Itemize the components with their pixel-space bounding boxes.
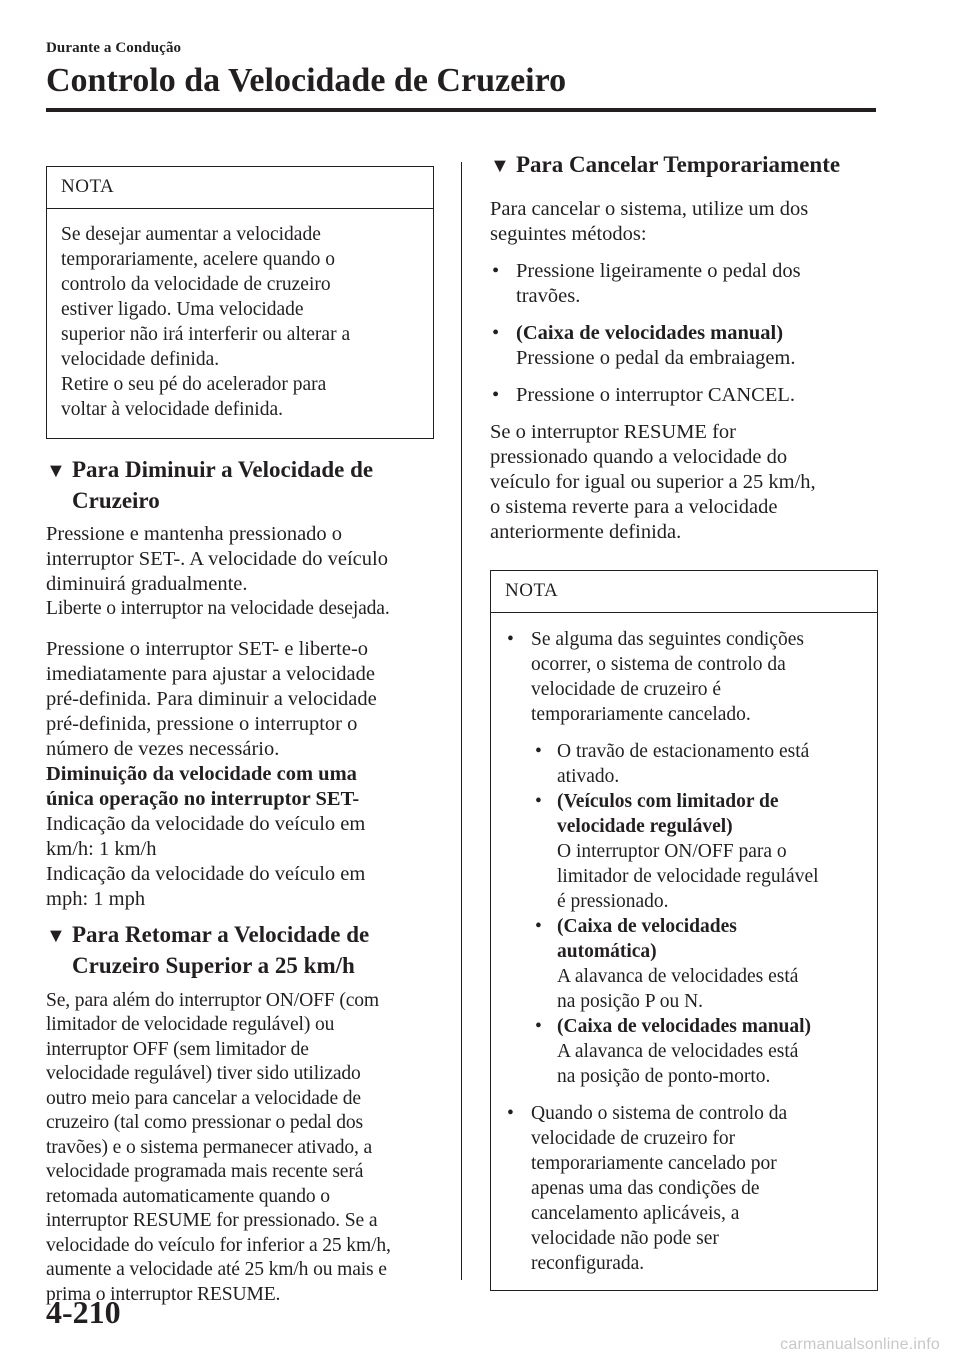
bullet-icon: • — [507, 1103, 514, 1124]
cancel-bullet — [490, 321, 878, 371]
cancel-bullet — [490, 259, 878, 309]
text-line: O travão de estacionamento está — [557, 741, 810, 762]
note-line: temporariamente, acelere quando o — [61, 249, 335, 270]
text-line: mph: 1 mph — [46, 887, 146, 910]
bold-line: (Caixa de velocidades manual) — [557, 1016, 812, 1037]
note-bullet — [495, 627, 863, 727]
heading-resume-speed — [46, 920, 434, 981]
text-line: prima o interruptor RESUME. — [46, 1283, 281, 1305]
bullet-icon: • — [535, 791, 542, 812]
section-label: Durante a Condução — [46, 40, 182, 56]
text-line: interruptor RESUME for pressionado. Se a — [46, 1210, 378, 1231]
note-text — [47, 209, 433, 438]
note-label: NOTA — [491, 571, 877, 613]
heading-cancel-temporarily — [490, 150, 878, 181]
text-line: Se o interruptor RESUME for — [490, 421, 736, 443]
text-line: velocidade não pode ser — [531, 1228, 719, 1249]
text-line: Pressione o pedal da embraiagem. — [516, 347, 796, 369]
text-line: temporariamente cancelado. — [531, 704, 751, 725]
bold-line: (Veículos com limitador de — [557, 791, 779, 812]
note-sub-bullet — [495, 1014, 863, 1089]
text-line: Liberte o interruptor na velocidade desejada. — [46, 598, 390, 619]
bullet-icon: • — [492, 384, 500, 406]
text-line: imediatamente para ajustar a velocidade — [46, 662, 375, 685]
heading-text: Cruzeiro — [72, 488, 160, 513]
text-line: Pressione e mantenha pressionado o — [46, 523, 343, 545]
text-line: velocidade programada mais recente será — [46, 1161, 364, 1182]
text-line: travões. — [516, 285, 581, 307]
note-sub-bullet — [495, 739, 863, 789]
text-line: apenas uma das condições de — [531, 1178, 760, 1199]
text-line: velocidade do veículo for inferior a 25 km/h, — [46, 1234, 391, 1256]
bold-line: (Caixa de velocidades — [557, 916, 737, 937]
text-line: número de vezes necessário. — [46, 737, 280, 760]
note-line: Retire o seu pé do acelerador para — [61, 374, 327, 395]
text-line: diminuirá gradualmente. — [46, 573, 248, 595]
bullet-icon: • — [535, 1016, 542, 1037]
left-column — [46, 166, 434, 1307]
note-label: NOTA — [47, 167, 433, 209]
text-line: pressionado quando a velocidade do — [490, 446, 788, 468]
text-line: na posição P ou N. — [557, 991, 704, 1012]
text-line: aumente a velocidade até 25 km/h ou mais e — [46, 1259, 387, 1280]
bold-line: automática) — [557, 941, 657, 962]
text-line: cancelamento aplicáveis, a — [531, 1203, 740, 1224]
text-line: interruptor OFF (sem limitador de — [46, 1038, 309, 1060]
note-box — [46, 166, 434, 439]
text-line: ocorrer, o sistema de controlo da — [531, 654, 786, 675]
note-line: voltar à velocidade definida. — [61, 399, 283, 420]
text-line: na posição de ponto-morto. — [557, 1066, 771, 1087]
cancel-bullet — [490, 383, 878, 408]
decrease-paragraph-1 — [46, 522, 434, 622]
text-line: O interruptor ON/OFF para o — [557, 841, 787, 862]
text-line: velocidade regulável) tiver sido utilizado — [46, 1063, 361, 1084]
note-bullet — [495, 1101, 863, 1276]
right-column — [490, 150, 878, 1291]
cancel-paragraph — [490, 420, 878, 545]
bullet-icon: • — [492, 322, 500, 344]
text-line: Se, para além do interruptor ON/OFF (com — [46, 989, 380, 1011]
note-line: Se desejar aumentar a velocidade — [61, 224, 321, 245]
bullet-icon: • — [535, 916, 542, 937]
bullet-icon: • — [507, 629, 514, 650]
triangle-down-icon: ▼ — [490, 155, 510, 177]
resume-paragraph — [46, 989, 434, 1308]
page-title: Controlo da Velocidade de Cruzeiro — [46, 62, 567, 99]
text-line: Indicação da velocidade do veículo em — [46, 862, 366, 885]
text-line: travões) e o sistema permanecer ativado, a — [46, 1136, 373, 1158]
title-rule — [46, 108, 876, 112]
text-line: Pressione o interruptor CANCEL. — [516, 384, 795, 406]
note-text — [491, 613, 877, 1290]
text-line: velocidade de cruzeiro é — [531, 679, 722, 700]
text-line: Para cancelar o sistema, utilize um dos — [490, 198, 809, 220]
text-line: km/h: 1 km/h — [46, 837, 157, 860]
text-line: veículo for igual ou superior a 25 km/h, — [490, 471, 816, 493]
text-line: Se alguma das seguintes condições — [531, 629, 804, 650]
text-line: temporariamente cancelado por — [531, 1153, 777, 1174]
column-divider — [461, 162, 462, 1280]
bold-line: velocidade regulável) — [557, 816, 733, 837]
note-sub-bullet — [495, 914, 863, 1014]
watermark: carmanualsonline.info — [780, 1336, 940, 1353]
heading-text: Cruzeiro Superior a 25 km/h — [72, 952, 355, 978]
text-line: pré-definida, pressione o interruptor o — [46, 712, 358, 735]
bullet-icon: • — [492, 260, 500, 282]
bold-line: Diminuição da velocidade com uma — [46, 762, 357, 785]
text-line: Quando o sistema de controlo da — [531, 1103, 788, 1124]
text-line: pré-definida. Para diminuir a velocidade — [46, 687, 377, 710]
note-box — [490, 570, 878, 1291]
text-line: limitador de velocidade regulável) ou — [46, 1014, 335, 1035]
page-number: 4-210 — [46, 1294, 121, 1330]
decrease-paragraph-2 — [46, 637, 434, 912]
note-line: estiver ligado. Uma velocidade — [61, 299, 304, 320]
text-line: retomada automaticamente quando o — [46, 1185, 330, 1207]
heading-decrease-speed — [46, 455, 434, 516]
note-sub-bullet — [495, 789, 863, 914]
text-line: o sistema reverte para a velocidade — [490, 496, 778, 518]
text-line: velocidade de cruzeiro for — [531, 1128, 736, 1149]
text-line: seguintes métodos: — [490, 223, 647, 245]
heading-text: Para Retomar a Velocidade de — [72, 921, 370, 947]
note-line: controlo da velocidade de cruzeiro — [61, 274, 331, 295]
text-line: ativado. — [557, 766, 620, 787]
text-line: Indicação da velocidade do veículo em — [46, 812, 366, 835]
heading-text: Para Cancelar Temporariamente — [516, 152, 841, 177]
text-line: reconfigurada. — [531, 1253, 645, 1274]
text-line: A alavanca de velocidades está — [557, 1041, 799, 1062]
heading-text: Para Diminuir a Velocidade de — [72, 457, 374, 482]
note-line: superior não irá interferir ou alterar a — [61, 324, 351, 345]
cancel-intro — [490, 197, 878, 247]
text-line: limitador de velocidade regulável — [557, 866, 819, 887]
text-line: A alavanca de velocidades está — [557, 966, 799, 987]
bold-line: (Caixa de velocidades manual) — [516, 322, 784, 344]
bold-line: única operação no interruptor SET- — [46, 787, 360, 810]
text-line: cruzeiro (tal como pressionar o pedal dos — [46, 1112, 364, 1133]
bullet-icon: • — [535, 741, 542, 762]
text-line: Pressione o interruptor SET- e liberte-o — [46, 637, 369, 660]
note-line: velocidade definida. — [61, 349, 220, 370]
triangle-down-icon: ▼ — [46, 924, 66, 947]
text-line: anteriormente definida. — [490, 521, 682, 543]
triangle-down-icon: ▼ — [46, 460, 66, 482]
text-line: é pressionado. — [557, 891, 669, 912]
text-line: Pressione ligeiramente o pedal dos — [516, 260, 801, 282]
text-line: outro meio para cancelar a velocidade de — [46, 1087, 361, 1109]
text-line: interruptor SET-. A velocidade do veículo — [46, 548, 388, 570]
